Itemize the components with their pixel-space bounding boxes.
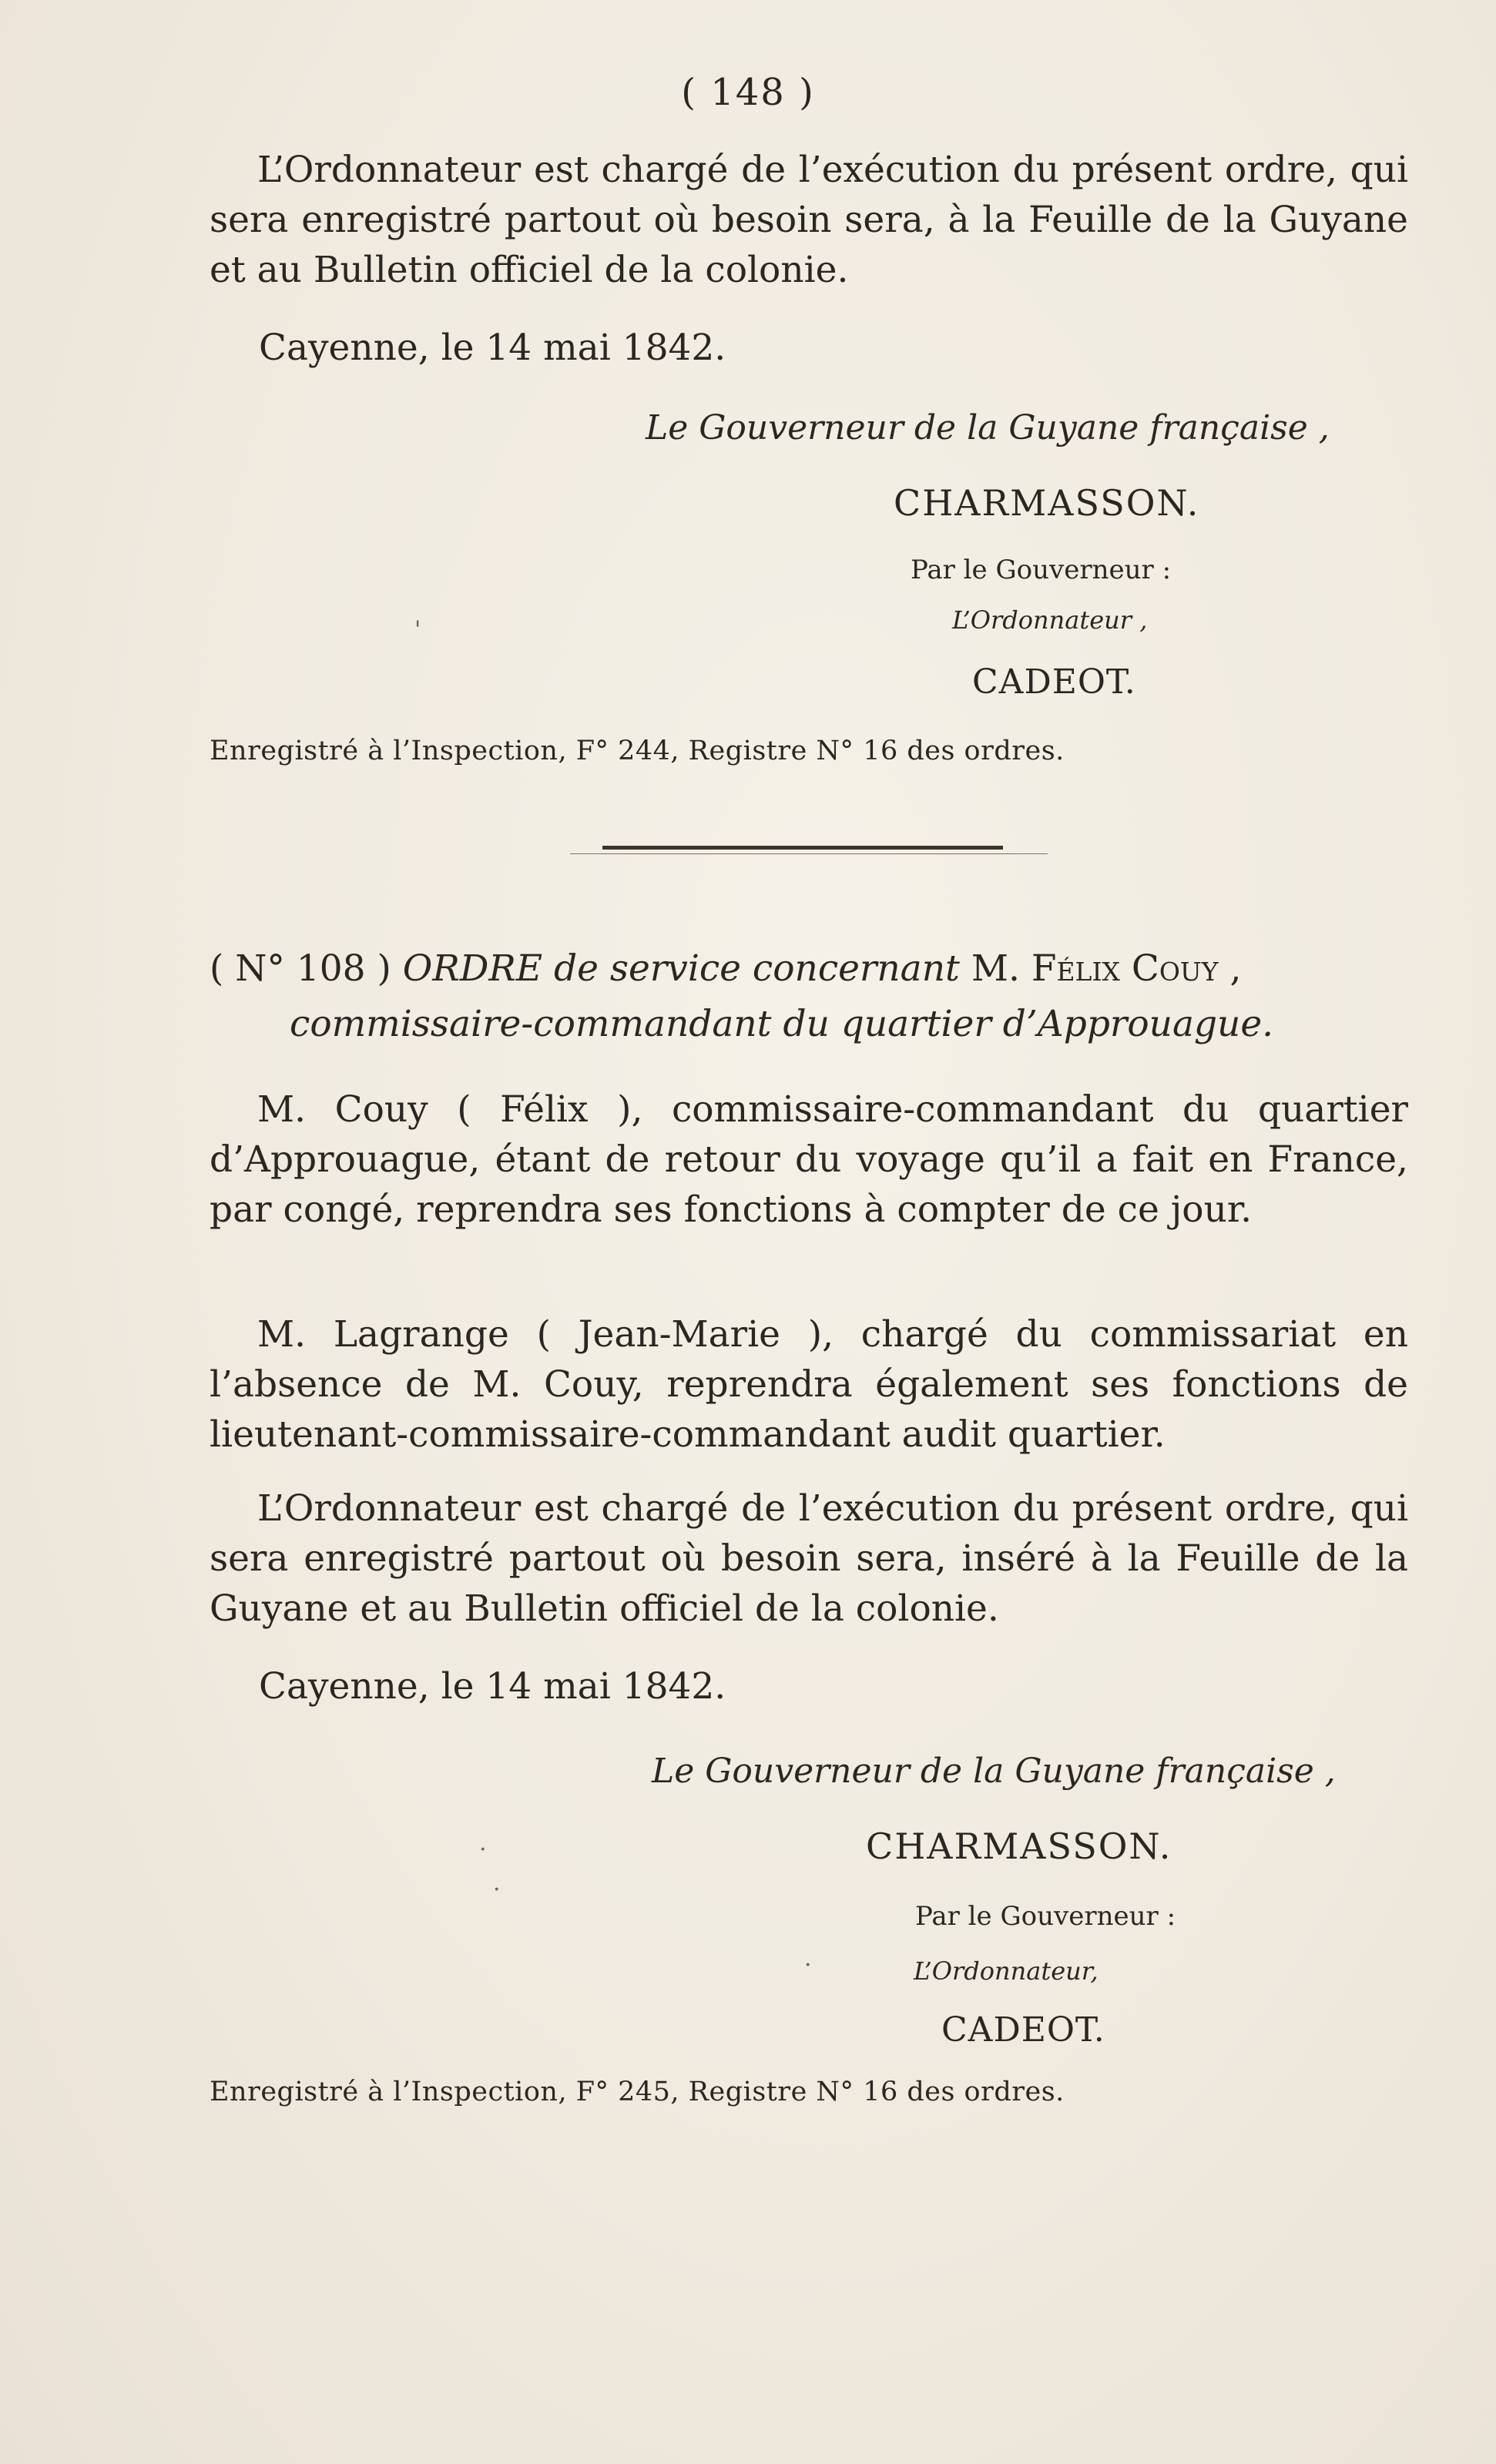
section-divider-thin	[570, 853, 1048, 854]
paragraph-ordonnateur-text: L’Ordonnateur est chargé de l’exécution du présent ordre, qui sera enregistré partout où besoin sera, inséré à la Feuille de la Guyane et au Bulletin officiel de la colonie.	[210, 1487, 1408, 1630]
registration-line-2: Enregistré à l’Inspection, F° 245, Registre N° 16 des ordres.	[210, 2077, 1065, 2107]
signature-signer-2: CADEOT.	[941, 2010, 1105, 2050]
order-heading	[210, 941, 1408, 1052]
ink-speck: ·	[479, 1836, 487, 1863]
signature-role: L’Ordonnateur ,	[952, 605, 1148, 635]
paragraph-lagrange	[210, 1309, 1408, 1460]
signature-name: CHARMASSON.	[894, 482, 1200, 524]
paragraph-couy-text: M. Couy ( Félix ), commissaire-commandant du quartier d’Approuague, étant de retour du voyage qu’il a fait en France, par congé, reprendra ses fonctions à compter de ce jour.	[210, 1088, 1408, 1231]
signature-title: Le Gouverneur de la Guyane française ,	[646, 408, 1330, 448]
signature-role-2: L’Ordonnateur,	[914, 1956, 1099, 1986]
signature-by: Par le Gouverneur :	[911, 555, 1172, 585]
registration-line: Enregistré à l’Inspection, F° 244, Registre N° 16 des ordres.	[210, 736, 1065, 766]
ink-speck: '	[414, 616, 421, 643]
ink-speck: ·	[804, 1952, 812, 1979]
order-number: ( N° 108 )	[210, 947, 391, 990]
ink-speck: ·	[493, 1876, 501, 1903]
date-line-2: Cayenne, le 14 mai 1842.	[259, 1665, 726, 1708]
signature-signer: CADEOT.	[972, 662, 1136, 702]
paragraph-lagrange-text: M. Lagrange ( Jean-Marie ), chargé du commissariat en l’absence de M. Couy, reprendra également ses fonctions de lieutenant-commissaire-commandant audit quartier.	[210, 1313, 1408, 1456]
closing-paragraph	[210, 145, 1408, 295]
paragraph-ordonnateur	[210, 1483, 1408, 1634]
order-subject: M. Félix Couy ,	[971, 947, 1242, 990]
closing-paragraph-text: L’Ordonnateur est chargé de l’exécution du présent ordre, qui sera enregistré partout où besoin sera, à la Feuille de la Guyane et au Bulletin officiel de la colonie.	[210, 149, 1408, 291]
paragraph-couy	[210, 1084, 1408, 1235]
section-divider	[602, 846, 1003, 850]
order-title: ORDRE de service concernant	[402, 947, 960, 990]
order-subtitle: commissaire-commandant du quartier d’Approuague.	[290, 1003, 1274, 1045]
date-line: Cayenne, le 14 mai 1842.	[259, 327, 726, 369]
signature-by-2: Par le Gouverneur :	[915, 1901, 1176, 1932]
signature-title-2: Le Gouverneur de la Guyane française ,	[652, 1752, 1336, 1791]
signature-name-2: CHARMASSON.	[866, 1825, 1172, 1867]
page-number: ( 148 )	[681, 71, 815, 114]
